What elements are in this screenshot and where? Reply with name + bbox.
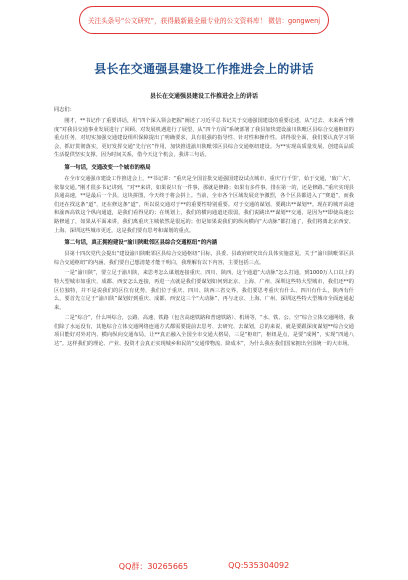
footer-qq: QQ:535304092 [228,561,290,570]
footer-qq-group: QQ群：30265665 [118,562,189,571]
paragraph: 二是“综合”，什么叫综合，公路、高速、铁路（包含高速铁路和普速铁路）、机场等，“水、铁、公、空”综合立体交通网络，我们除了水运没有，其他综合立体交通网络连通方式都需要提前去思考、去研究、去谋划，总的来说，就是要跟深度谋划**综合交通项目能好对外对内、横向纵向交通布局，让**真正融入全国全市交通大格局，三是“枢纽”，枢纽是点，是要“成网”，实现“四通八达”。这样我们的理论、产业、投资才会真正实现城乡和民的“交通带物流、降成本”，为什么我在我们国家拥出全国统一的大市场。 [54,315,354,348]
footer-contact [0,561,408,572]
paragraph: 县第十四次党代会提出“建设渝川陕毗邻区县综合交通枢纽”目标，县委、县政府研究出台具体实施意见。关于“渝川陕毗邻区县综合交通枢纽”的内涵，我们要自己想清楚才能干明白，我理解有以下内容，主要包括三点。 [54,251,354,266]
section-heading-2: 第二句话，真正拥抱建设“渝川陕毗邻区县综合交通枢纽”的内涵 [64,240,218,247]
section-heading-1: 第一句话，交通改变一个城市的格局 [64,164,151,171]
promo-banner [79,6,329,34]
paragraph: 在全市交通强市建设工作推进会上，**书记讲：“重庆是全国首批交通强国建设试点城市，重庆‘行千里’，始于交通，‘致广大’，依靠交通。”刚才很多书记讲到，“对**来讲，如果说只有一件事，那就是修路；如果有多件事，排在第一的，还是修路。”重庆实现县县通高速，**是最后一个县，这块拼图，今天终于将会拼上。当前，全市各个区域发展竞争激烈，各个区县都进入了“赛道”，而我们还在找这条“道”，还在修这条“道”，所以说交通对于**的重要性特别重要。对于交通的谋划、要跳出**谋划**。现在的城开高速和渝西高铁这个纵向通道，是我们看得见的；在规划上，我们的横向通道还很弱，我们说跳出**谋划**交通，是因为**即使高速公路修通了，如果从平面来讲，我们离重庆主城依然是很远的；但是如果说我们的纵向横向“大动脉”都打通了，我们将离北京西安、上海、深圳这些城市更近，这是我们要有思考和谋划的重点。 [54,175,354,234]
promo-banner-text: 关注头条号“公文研究”，获得最新最全最专业的公文资料库！ 微信：gongwenj [87,17,321,25]
document-subtitle: 县长在交通强县建设工作推进会上的讲话 [149,93,258,100]
salutation: 同志们： [54,107,75,113]
document-title: 县长在交通强县建设工作推进会上的讲话 [94,62,314,76]
paragraph: 刚才，**书记作了重要讲话，用“四个深入领会把握”阐述了习近平总书记关于交通强国建设的重要论述，从“过去、未来两个维度”对我县交通事业发展进行了回顾、对发展机遇进行了展望，从“四个方面”系统部署了我县加快建设渝川陕毗区县综合交通枢纽的重点任务，对切实加强交通建设组织保障提出了明确要求，具有很强的指导性、针对性和操作性。讲得很全面，我们要认真学习领会，抓好贯彻落实，更好发挥交通“先行官”作用，加快推进渝川陕毗邻区县综合交通枢纽建设。为**实现高质量发展、创建高品质生活提供坚实支撑。因为时间关系，借今天这个机会，我讲三句话。 [54,118,354,159]
paragraph: 一是“渝川陕”，要立足于渝川陕，来思考怎么谋划连接重庆、四川、陕西，这个通道“大动脉”怎么打通，到1000万人口以上的特大型城市如重庆、成都、西安怎么连接，再进一点就是我们要谋划如何到北京、上海、广州、深圳这些特大型城市，我们还**的区位独特，并不是说我们的区位有优势，我们位于重庆、四川、陕西三省交界，我们要思考重庆有什么、四川有什么，陕西有什么，要首先立足于“渝川陕”谋划好到重庆、成都、西安这三个“大动脉”，再与北京、上海、广州、深圳这些特大型城市全面连通起来。 [54,270,354,311]
document-page [54,60,354,351]
